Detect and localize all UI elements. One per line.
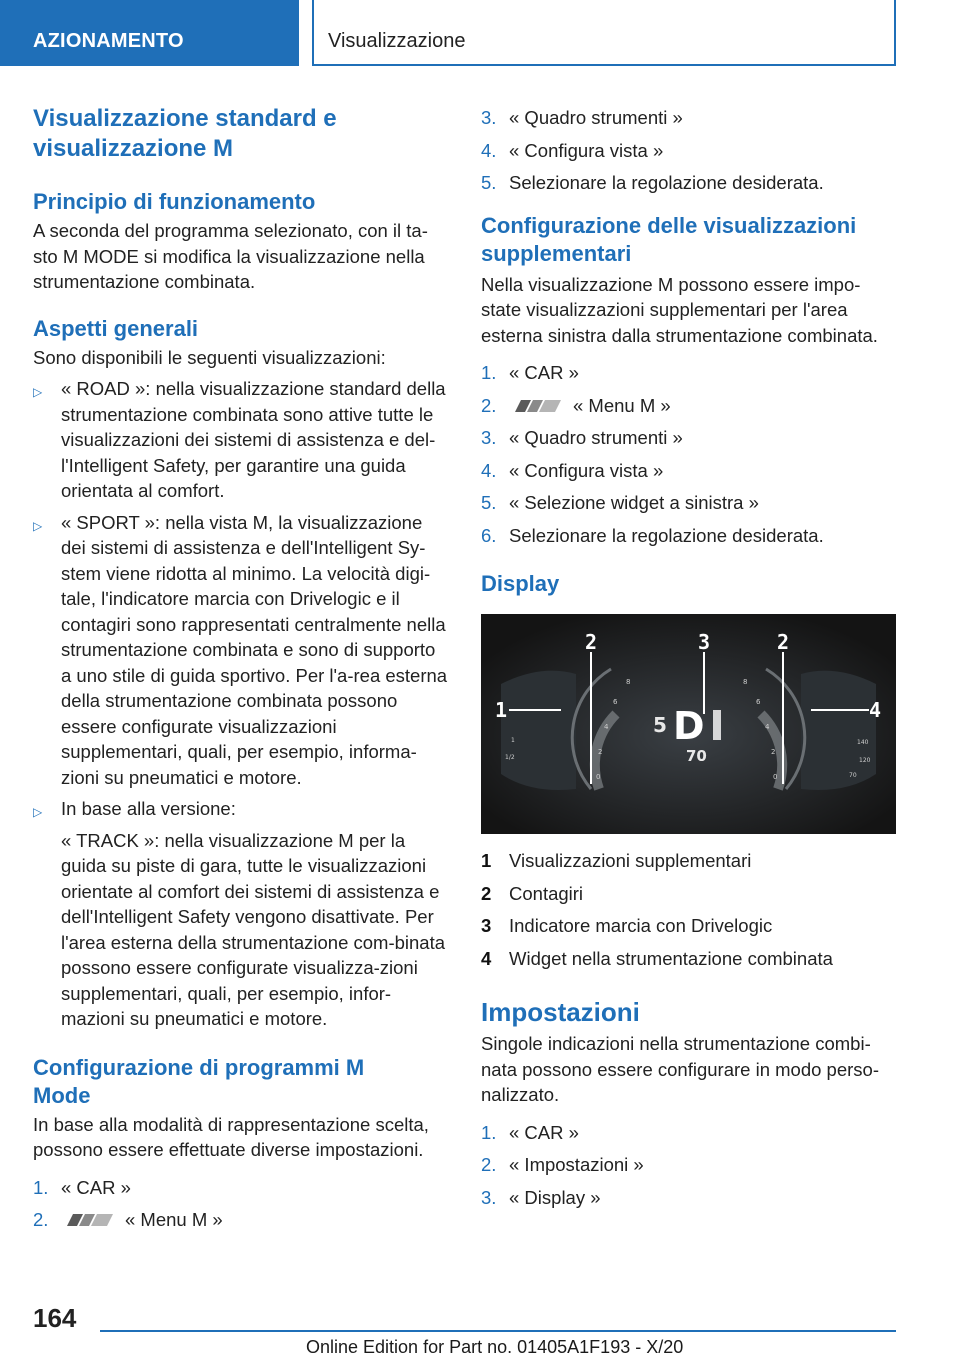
step-number: 5.	[481, 492, 497, 513]
step-text: Selezionare la regolazione desiderata.	[509, 172, 824, 193]
bullet-text-track: « TRACK »: nella visualizzazione M per la guida su piste di gara, tutte le visualizzazioni orientate al comfort dei sistemi di assistenza e dell'Intelligent Safety vengono disattivate. Per l'area esterna della strumentazione com-binata possono essere configurate visualizza-zioni supplementari, quali, per esempio, infor-mazioni su pneumatici e motore.	[61, 829, 446, 1029]
step-text: « Configura vista »	[509, 139, 664, 161]
list-item	[481, 393, 897, 419]
scale-label: 6	[613, 698, 618, 706]
left-widget-area	[501, 671, 576, 790]
supp-heading: Configurazione delle visualizzazioni supplementari	[481, 212, 857, 266]
settings-text: Singole indicazioni nella strumentazione combi-nata possono essere configurare in modo perso-nalizzato.	[481, 1033, 879, 1105]
callout-number: 1	[495, 698, 508, 722]
image-legend	[481, 848, 897, 971]
list-item	[481, 1152, 897, 1178]
callout-number: 2	[585, 630, 598, 654]
current-gear: D	[673, 704, 705, 748]
edition-note: Online Edition for Part no. 01405A1F193 - X/20	[306, 1337, 684, 1357]
step-text: « Impostazioni »	[509, 1154, 644, 1175]
list-item	[481, 913, 897, 939]
settings-heading: Impostazioni	[481, 997, 640, 1027]
step-number: 2.	[481, 394, 497, 416]
scale-label: 120	[859, 757, 871, 764]
step-text: « CAR »	[61, 1176, 131, 1198]
step-text: « Menu M »	[125, 1209, 223, 1230]
step-number: 1.	[481, 362, 497, 383]
m-logo-icon	[63, 1213, 117, 1227]
scale-label: 4	[604, 723, 609, 731]
list-item	[33, 376, 449, 504]
bullet-text-sport: « SPORT »: nella vista M, la visualizzazione dei sistemi di assistenza e dell'Intelligent Sy-stem viene ridotta al minimo. La velocità digi-tale, l'indicatore marcia con Drivelogic e il contagiri sono rappresentati centralmente nella strumentazione combinata e sono di supporto a uno stile di guida sportivo. Per l'a-rea esterna della strumentazione combinata possono essere configurate visualizzazioni supplementari, quali, per esempio, informa-zioni su pneumatici e motore.	[61, 511, 448, 788]
footer-divider	[100, 1330, 896, 1332]
config-steps	[33, 1175, 449, 1233]
step-text: Selezionare la regolazione desiderata.	[509, 524, 824, 546]
callout-number: 3	[698, 630, 711, 654]
svg-text:4: 4	[765, 723, 770, 731]
right-column	[481, 105, 897, 1217]
display-heading: Display	[481, 571, 560, 596]
step-number: 3.	[481, 1186, 497, 1208]
step-text: « Configura vista »	[509, 459, 664, 481]
legend-text: Visualizzazioni supplementari	[509, 850, 752, 871]
speed-readout: 70	[686, 747, 707, 765]
legend-text: Contagiri	[509, 882, 584, 904]
step-text: « Quadro strumenti »	[509, 107, 683, 128]
legend-number: 3	[481, 915, 492, 936]
step-text: « Selezione widget a sinistra »	[509, 492, 759, 513]
callout-number: 4	[869, 698, 882, 722]
bullet-text-road: « ROAD »: nella visualizzazione standard della strumentazione combinata sono attive tutte le visualizzazioni dei sistemi di assistenza e del-l'Intelligent Safety, per garantire una guida orientata al comfort.	[61, 378, 446, 501]
list-item	[481, 523, 897, 549]
step-number: 2.	[481, 1154, 497, 1175]
callout-number: 2	[777, 630, 790, 654]
bullet-triangle-icon: ▷	[33, 518, 43, 533]
list-item	[481, 458, 897, 484]
list-item	[33, 796, 449, 1032]
settings-steps	[481, 1120, 897, 1211]
svg-text:6: 6	[756, 698, 761, 706]
step-number: 2.	[33, 1209, 49, 1230]
instrument-cluster-image	[481, 614, 896, 834]
scale-label: 140	[857, 739, 869, 746]
page-number: 164	[33, 1303, 77, 1333]
general-intro: Sono disponibili le seguenti visualizzazioni:	[33, 346, 386, 368]
legend-text: Widget nella strumentazione combinata	[509, 947, 833, 969]
modes-list	[33, 376, 449, 1032]
step-text: « CAR »	[509, 1121, 579, 1143]
left-column	[33, 100, 449, 1240]
svg-text:2: 2	[771, 748, 776, 756]
list-item	[481, 425, 897, 451]
step-number: 6.	[481, 524, 497, 546]
legend-number: 1	[481, 850, 492, 871]
step-text: « Quadro strumenti »	[509, 427, 683, 448]
step-text: « Display »	[509, 1186, 601, 1208]
principle-heading: Principio di funzionamento	[33, 189, 316, 214]
list-item	[33, 510, 449, 791]
config-steps-continued	[481, 105, 897, 196]
list-item	[481, 946, 897, 972]
list-item	[481, 360, 897, 386]
legend-number: 2	[481, 882, 492, 904]
step-number: 3.	[481, 427, 497, 448]
section-label: AZIONAMENTO	[33, 30, 184, 52]
step-number: 4.	[481, 139, 497, 161]
right-widget-area	[801, 671, 876, 790]
bullet-text-version: In base alla versione:	[61, 798, 236, 819]
step-number: 5.	[481, 172, 497, 193]
list-item	[481, 170, 897, 196]
config-heading: Configurazione di programmi M Mode	[33, 1054, 365, 1108]
list-item	[481, 138, 897, 164]
list-item	[481, 1120, 897, 1146]
step-number: 4.	[481, 459, 497, 481]
section-tab	[0, 0, 299, 66]
list-item	[481, 848, 897, 874]
supp-steps	[481, 360, 897, 548]
scale-label: 8	[626, 678, 631, 686]
svg-text:0: 0	[773, 773, 778, 781]
list-item	[481, 105, 897, 131]
supp-text: Nella visualizzazione M possono essere impo-state visualizzazioni supplementari per l'area esterna sinistra dalla strumentazione combinata.	[481, 273, 878, 346]
scale-label: 2	[598, 748, 603, 756]
bullet-triangle-icon: ▷	[33, 805, 43, 819]
main-title: Visualizzazione standard e visualizzazione M	[33, 105, 337, 162]
list-item	[33, 1207, 449, 1233]
step-number: 1.	[33, 1176, 49, 1198]
scale-label: 1/2	[505, 754, 515, 761]
principle-text: A seconda del programma selezionato, con il ta-sto M MODE si modifica la visualizzazione nella strumentazione combinata.	[33, 220, 428, 292]
page-header	[0, 0, 960, 66]
chapter-label: Visualizzazione	[328, 30, 466, 52]
general-heading: Aspetti generali	[33, 315, 199, 341]
step-text: « CAR »	[509, 362, 579, 383]
scale-label: 0	[596, 773, 601, 781]
m-logo-icon	[511, 399, 565, 413]
scale-label: 70	[849, 772, 857, 779]
config-text: In base alla modalità di rappresentazione scelta, possono essere effettuate diverse impostazioni.	[33, 1113, 429, 1160]
bullet-triangle-icon: ▷	[33, 385, 43, 399]
list-item	[481, 490, 897, 516]
legend-number: 4	[481, 947, 492, 969]
legend-text: Indicatore marcia con Drivelogic	[509, 915, 773, 936]
scale-label: 1	[511, 737, 515, 744]
list-item	[481, 881, 897, 907]
step-number: 3.	[481, 107, 497, 128]
list-item	[33, 1175, 449, 1201]
previous-gear: 5	[653, 713, 667, 737]
list-item	[481, 1185, 897, 1211]
chapter-box	[312, 0, 896, 66]
svg-text:8: 8	[743, 678, 748, 686]
step-number: 1.	[481, 1121, 497, 1143]
step-text: « Menu M »	[573, 394, 671, 416]
